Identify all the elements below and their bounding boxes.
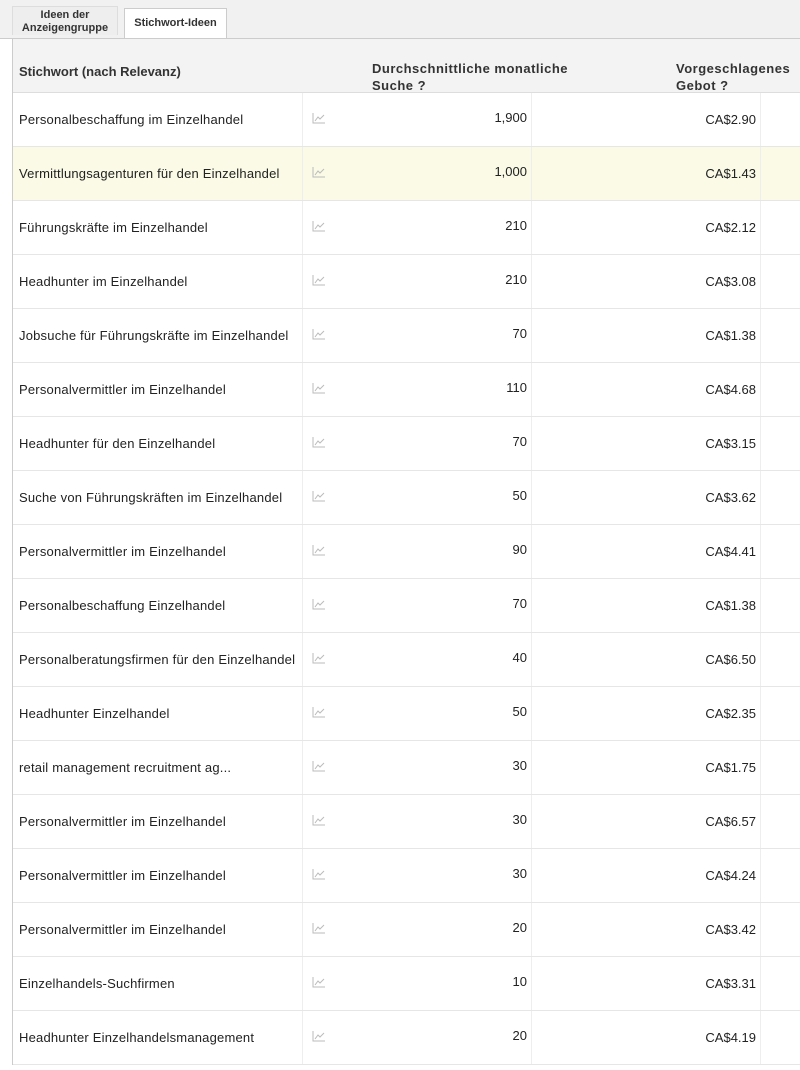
column-divider	[302, 471, 303, 524]
avg-monthly-searches-cell: 30	[512, 758, 527, 773]
suggested-bid-cell: CA$3.42	[705, 922, 756, 937]
column-divider	[760, 687, 761, 740]
suggested-bid-cell: CA$4.24	[705, 868, 756, 883]
tab-ad-group-ideas[interactable]: Ideen der Anzeigengruppe	[12, 6, 118, 35]
column-divider	[531, 903, 532, 956]
avg-monthly-searches-cell: 40	[512, 650, 527, 665]
table-row[interactable]	[13, 147, 800, 201]
column-divider	[531, 849, 532, 902]
table-row[interactable]	[13, 93, 800, 147]
table-row[interactable]	[13, 255, 800, 309]
column-divider	[531, 255, 532, 308]
column-divider	[531, 201, 532, 254]
table-row[interactable]	[13, 579, 800, 633]
avg-monthly-searches-cell: 90	[512, 542, 527, 557]
trend-chart-icon[interactable]	[312, 598, 326, 610]
column-divider	[531, 741, 532, 794]
column-divider	[531, 795, 532, 848]
table-row[interactable]	[13, 957, 800, 1011]
table-row[interactable]	[13, 741, 800, 795]
column-divider	[531, 93, 532, 146]
column-divider	[760, 309, 761, 362]
column-divider	[760, 849, 761, 902]
avg-monthly-searches-cell: 20	[512, 1028, 527, 1043]
column-divider	[760, 633, 761, 686]
column-divider	[302, 849, 303, 902]
keyword-cell[interactable]: Personalvermittler im Einzelhandel	[19, 544, 226, 559]
column-divider	[531, 1011, 532, 1064]
suggested-bid-cell: CA$2.90	[705, 112, 756, 127]
keyword-cell[interactable]: Personalberatungsfirmen für den Einzelhandel	[19, 652, 296, 667]
table-row[interactable]	[13, 795, 800, 849]
keyword-cell[interactable]: Personalbeschaffung Einzelhandel	[19, 598, 226, 613]
suggested-bid-cell: CA$2.35	[705, 706, 756, 721]
suggested-bid-cell: CA$2.12	[705, 220, 756, 235]
avg-monthly-searches-cell: 20	[512, 920, 527, 935]
column-divider	[760, 579, 761, 632]
column-divider	[760, 741, 761, 794]
suggested-bid-cell: CA$4.19	[705, 1030, 756, 1045]
column-divider	[531, 633, 532, 686]
suggested-bid-cell: CA$1.43	[705, 166, 756, 181]
keyword-ideas-table	[12, 38, 800, 1065]
table-row[interactable]	[13, 525, 800, 579]
column-header-keyword[interactable]: Stichwort (nach Relevanz)	[19, 64, 181, 79]
table-row[interactable]	[13, 471, 800, 525]
column-divider	[760, 255, 761, 308]
table-row[interactable]	[13, 363, 800, 417]
suggested-bid-cell: CA$3.15	[705, 436, 756, 451]
trend-chart-icon[interactable]	[312, 706, 326, 718]
column-divider	[531, 363, 532, 416]
suggested-bid-cell: CA$3.08	[705, 274, 756, 289]
table-row[interactable]	[13, 417, 800, 471]
keyword-cell[interactable]: Führungskräfte im Einzelhandel	[19, 220, 208, 235]
keyword-cell[interactable]: Headhunter Einzelhandelsmanagement	[19, 1030, 255, 1045]
column-divider	[760, 957, 761, 1010]
avg-monthly-searches-cell: 30	[512, 812, 527, 827]
suggested-bid-cell: CA$3.62	[705, 490, 756, 505]
trend-chart-icon[interactable]	[312, 382, 326, 394]
column-divider	[531, 687, 532, 740]
column-divider	[302, 417, 303, 470]
column-divider	[531, 957, 532, 1010]
avg-monthly-searches-cell: 50	[512, 488, 527, 503]
column-divider	[760, 417, 761, 470]
trend-chart-icon[interactable]	[312, 112, 326, 124]
column-divider	[302, 1011, 303, 1064]
avg-monthly-searches-cell: 210	[505, 218, 527, 233]
column-divider	[760, 525, 761, 578]
keyword-cell[interactable]: Personalvermittler im Einzelhandel	[19, 814, 226, 829]
column-divider	[302, 633, 303, 686]
keyword-cell[interactable]: retail management recruitment ag...	[19, 760, 232, 775]
table-row[interactable]	[13, 1011, 800, 1065]
keyword-cell[interactable]: Jobsuche für Führungskräfte im Einzelhandel	[19, 328, 289, 343]
column-header-suggested-bid[interactable]: Vorgeschlagenes Gebot ?	[676, 61, 791, 93]
column-divider	[531, 579, 532, 632]
keyword-cell[interactable]: Vermittlungsagenturen für den Einzelhandel	[19, 166, 280, 181]
keyword-cell[interactable]: Headhunter für den Einzelhandel	[19, 436, 216, 451]
suggested-bid-cell: CA$6.50	[705, 652, 756, 667]
avg-monthly-searches-cell: 10	[512, 974, 527, 989]
column-divider	[302, 309, 303, 362]
keyword-cell[interactable]: Einzelhandels-Suchfirmen	[19, 976, 175, 991]
keyword-cell[interactable]: Suche von Führungskräften im Einzelhandel	[19, 490, 283, 505]
table-row[interactable]	[13, 849, 800, 903]
avg-monthly-searches-cell: 70	[512, 326, 527, 341]
column-divider	[302, 579, 303, 632]
keyword-cell[interactable]: Headhunter im Einzelhandel	[19, 274, 188, 289]
avg-monthly-searches-cell: 50	[512, 704, 527, 719]
keyword-cell[interactable]: Personalbeschaffung im Einzelhandel	[19, 112, 244, 127]
table-row[interactable]	[13, 903, 800, 957]
column-divider	[302, 363, 303, 416]
trend-chart-icon[interactable]	[312, 490, 326, 502]
column-divider	[302, 795, 303, 848]
tab-bar	[0, 0, 800, 39]
suggested-bid-cell: CA$4.41	[705, 544, 756, 559]
avg-monthly-searches-cell: 70	[512, 434, 527, 449]
tab-keyword-ideas[interactable]: Stichwort-Ideen	[124, 8, 227, 39]
avg-monthly-searches-cell: 110	[506, 380, 527, 395]
trend-chart-icon[interactable]	[312, 544, 326, 556]
column-divider	[531, 525, 532, 578]
avg-monthly-searches-cell: 70	[512, 596, 527, 611]
suggested-bid-cell: CA$1.38	[705, 328, 756, 343]
column-divider	[531, 309, 532, 362]
column-divider	[760, 1011, 761, 1064]
avg-monthly-searches-cell: 210	[505, 272, 527, 287]
trend-chart-icon[interactable]	[312, 1030, 326, 1042]
suggested-bid-cell: CA$1.38	[705, 598, 756, 613]
column-divider	[302, 201, 303, 254]
avg-monthly-searches-cell: 1,000	[494, 164, 527, 179]
table-header	[13, 39, 800, 93]
trend-chart-icon[interactable]	[312, 328, 326, 340]
column-divider	[302, 147, 303, 200]
column-divider	[760, 795, 761, 848]
keyword-cell[interactable]: Personalvermittler im Einzelhandel	[19, 922, 226, 937]
column-divider	[302, 741, 303, 794]
column-divider	[302, 525, 303, 578]
avg-monthly-searches-cell: 1,900	[494, 110, 527, 125]
column-divider	[760, 363, 761, 416]
trend-chart-icon[interactable]	[312, 976, 326, 988]
keyword-cell[interactable]: Personalvermittler im Einzelhandel	[19, 868, 226, 883]
table-row[interactable]	[13, 309, 800, 363]
column-header-avg-monthly-searches[interactable]: Durchschnittliche monatliche Suche ?	[372, 61, 569, 93]
keyword-cell[interactable]: Headhunter Einzelhandel	[19, 706, 170, 721]
trend-chart-icon[interactable]	[312, 760, 326, 772]
column-divider	[302, 93, 303, 146]
column-divider	[302, 687, 303, 740]
trend-chart-icon[interactable]	[312, 922, 326, 934]
trend-chart-icon[interactable]	[312, 274, 326, 286]
trend-chart-icon[interactable]	[312, 220, 326, 232]
column-divider	[531, 471, 532, 524]
trend-chart-icon[interactable]	[312, 436, 326, 448]
trend-chart-icon[interactable]	[312, 166, 326, 178]
column-divider	[760, 903, 761, 956]
suggested-bid-cell: CA$4.68	[705, 382, 756, 397]
column-divider	[760, 93, 761, 146]
suggested-bid-cell: CA$1.75	[705, 760, 756, 775]
column-divider	[531, 147, 532, 200]
keyword-cell[interactable]: Personalvermittler im Einzelhandel	[19, 382, 226, 397]
trend-chart-icon[interactable]	[312, 652, 326, 664]
table-row[interactable]	[13, 633, 800, 687]
trend-chart-icon[interactable]	[312, 868, 326, 880]
column-divider	[302, 255, 303, 308]
avg-monthly-searches-cell: 30	[512, 866, 527, 881]
trend-chart-icon[interactable]	[312, 814, 326, 826]
suggested-bid-cell: CA$6.57	[705, 814, 756, 829]
column-divider	[531, 417, 532, 470]
column-divider	[760, 471, 761, 524]
column-divider	[760, 201, 761, 254]
column-divider	[302, 957, 303, 1010]
table-row[interactable]	[13, 201, 800, 255]
suggested-bid-cell: CA$3.31	[705, 976, 756, 991]
column-divider	[302, 903, 303, 956]
column-divider	[760, 147, 761, 200]
table-row[interactable]	[13, 687, 800, 741]
